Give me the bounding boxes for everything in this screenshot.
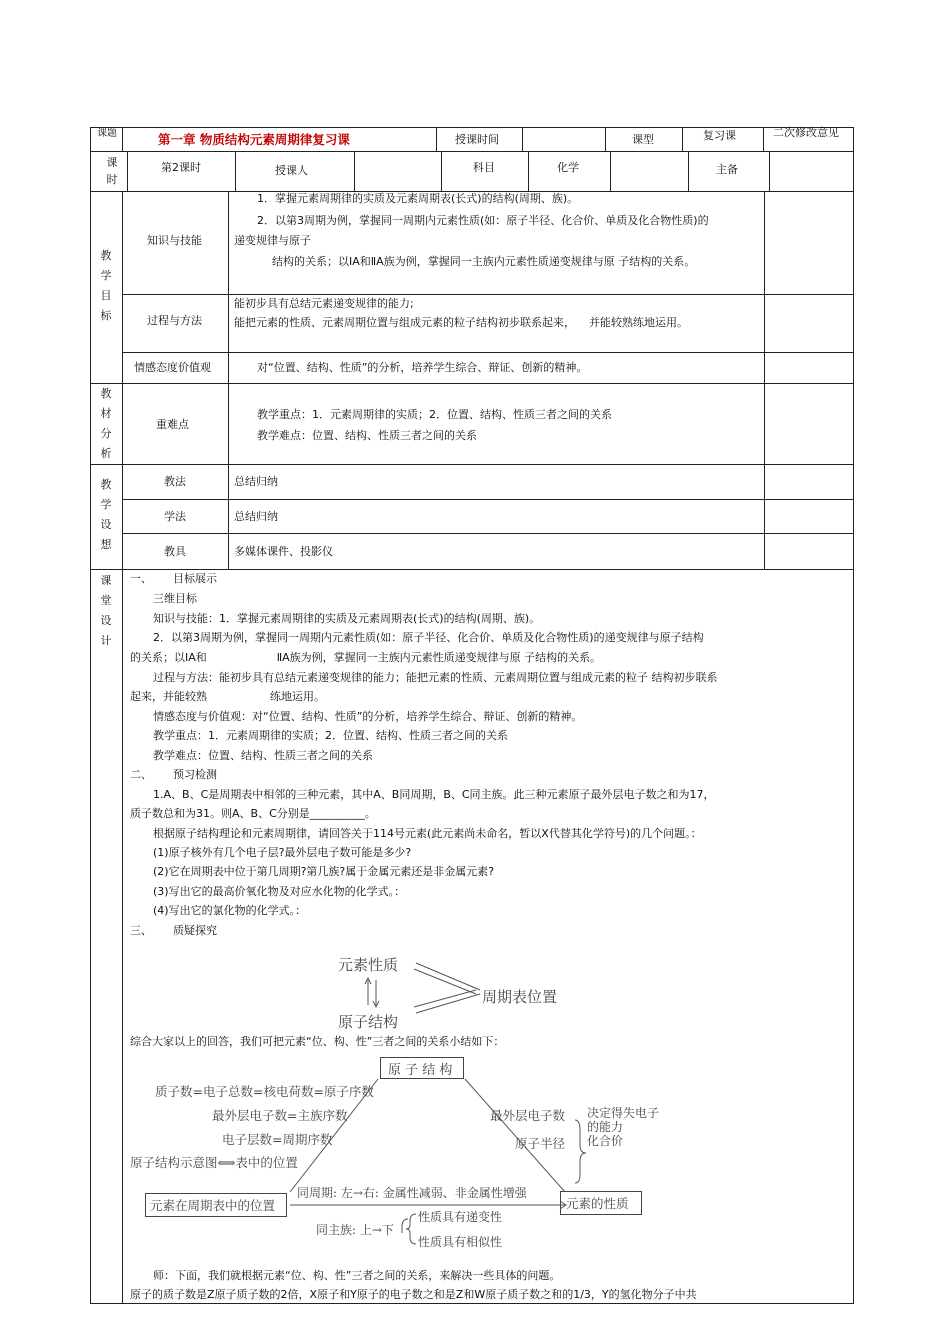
classroom-line: 起来，并能较熟 练地运用。 [130,690,325,703]
diagram-arrows [330,950,490,1030]
knowledge-label: 知识与技能 [147,234,202,247]
revision-label: 二次修改意见 [773,126,839,139]
teacher-label: 授课人 [275,164,308,177]
difficult-point-line: 教学难点：位置、结构、性质三者之间的关系 [257,429,477,442]
diagram-mid-4: 性质具有相似性 [418,1235,503,1249]
classroom-line: 根据原子结构理论和元素周期律，请回答关于114号元素(此元素尚未命名，暂以X代替其化学符号)的几个问题。： [153,827,702,840]
diagram-left-2: 最外层电子数=主族序数 [212,1108,348,1123]
diagram-mid-3: 性质具有递变性 [418,1210,503,1224]
topic-label: 课题 [97,128,117,139]
section-2-heading: 二、 预习检测 [130,768,217,781]
tools-value: 多媒体课件、投影仪 [234,545,333,558]
teacher-line: 师：下面，我们就根据元素“位、构、性”三者之间的关系，来解决一些具体的问题。 [153,1269,561,1282]
period-value: 第2课时 [161,161,201,174]
diagram-right-1: 最外层电子数 [490,1108,566,1123]
classroom-section-label: 课堂设计 [100,574,112,647]
question-1: (1)原子核外有几个电子层?最外层电子数可能是多少? [153,846,412,859]
knowledge-line-2: 2．以第3周期为例，掌握同一周期内元素性质(如：原子半径、化合价、单质及化合物性质)的 [257,214,709,227]
diagram-position-label: 周期表位置 [482,988,558,1006]
design-section-label: 教学设想 [100,478,112,551]
subject-label: 科目 [473,161,495,174]
diagram-right-4: 的能力 [587,1120,624,1134]
diagram-right-2: 原子半径 [515,1136,566,1151]
classroom-line: 三维目标 [153,592,197,605]
knowledge-line-4: 结构的关系；以ⅠA和ⅡA族为例，掌握同一主族内元素性质递变规律与原 子结构的关系。 [272,255,696,268]
question-4: (4)写出它的氯化物的化学式。： [153,904,307,917]
lesson-type-label: 课型 [632,133,654,146]
classroom-line: 情感态度与价值观：对“位置、结构、性质”的分析，培养学生综合、辩证、创新的精神。 [153,710,583,723]
classroom-line: 的关系；以ⅠA和 ⅡA族为例，掌握同一主族内元素性质递变规律与原 子结构的关系。 [130,651,602,664]
process-line-2: 能把元素的性质、元素周期位置与组成元素的粒子结构初步联系起来， 并能较熟练地运用。 [234,316,688,329]
diagram-top-box: 原 子 结 构 [388,1063,453,1078]
method-label: 教法 [164,475,186,488]
process-label: 过程与方法 [147,314,202,327]
analysis-section-label: 教材分析 [100,387,112,460]
period-label: 课时 [106,156,118,186]
classroom-line: 质子数总和为31。则A、B、C分别是__________。 [130,807,376,820]
diagram-mid-2: 同主族: 上→下 [316,1223,394,1237]
emotion-label: 情感态度价值观 [134,361,211,374]
section-3-heading: 三、 质疑探究 [130,924,217,937]
key-points-label: 重难点 [156,418,189,431]
diagram-property-label: 元素性质 [338,956,399,974]
classroom-line: 2．以第3周期为例，掌握同一周期内元素性质(如：原子半径、化合价、单质及化合物性质)的递变规律与原子结构 [153,631,704,644]
diagram-bottom-right-box: 元素的性质 [566,1196,629,1211]
lesson-type-value: 复习课 [703,129,736,142]
question-3: (3)写出它的最高价氧化物及对应水化物的化学式。： [153,885,406,898]
diagram-bottom-left-box: 元素在周期表中的位置 [150,1198,276,1213]
section-1-heading: 一、 目标展示 [130,572,217,585]
classroom-line: 1.A、B、C是周期表中相邻的三种元素，其中A、B同周期，B、C同主族。此三种元素原子最外层电子数之和为17， [153,788,715,801]
tools-label: 教具 [164,545,186,558]
last-line: 原子的质子数是Z原子质子数的2倍，X原子和Y原子的电子数之和是Z和W原子质子数之和的1/3，Y的氢化物分子中共 [130,1288,697,1301]
process-line-1: 能初步具有总结元素递变规律的能力; [234,297,414,310]
diagram-mid-1: 同周期: 左→右: 金属性减弱、非金属性增强 [297,1186,527,1200]
diagram-left-1: 质子数=电子总数=核电荷数=原子序数 [155,1084,374,1099]
method-value: 总结归纳 [234,475,278,488]
emotion-line-1: 对“位置、结构、性质”的分析，培养学生综合、辩证、创新的精神。 [257,361,588,374]
diagram-structure-label: 原子结构 [338,1013,399,1031]
summary-line: 综合大家以上的回答，我们可把元素“位、构、性”三者之间的关系小结如下： [130,1035,505,1048]
diagram-right-3: 决定得失电子 [587,1106,660,1120]
knowledge-line-3: 递变规律与原子 [234,234,311,247]
classroom-line: 过程与方法：能初步具有总结元素递变规律的能力；能把元素的性质、元素周期位置与组成元素的粒子 结构初步联系 [153,671,718,684]
lesson-time-label: 授课时间 [455,133,499,146]
question-2: (2)它在周期表中位于第几周期?第几族?属于金属元素还是非金属元素? [153,865,495,878]
page-title: 第一章 物质结构元素周期律复习课 [158,132,350,147]
key-point-line: 教学重点：1．元素周期律的实质；2．位置、结构、性质三者之间的关系 [257,408,612,421]
diagram-brace [404,1212,418,1246]
diagram-left-3: 电子层数=周期序数 [222,1132,333,1147]
study-label: 学法 [164,510,186,523]
knowledge-line-1: 1．掌握元素周期律的实质及元素周期表(长式)的结构(周期、族)。 [257,192,579,205]
goals-section-label: 教学目标 [100,249,112,322]
diagram-right-5: 化合价 [587,1134,624,1148]
subject-value: 化学 [557,161,579,174]
lead-label: 主备 [716,163,738,176]
diagram-left-4: 原子结构示意图⟺表中的位置 [130,1155,298,1170]
study-value: 总结归纳 [234,510,278,523]
classroom-line: 教学难点：位置、结构、性质三者之间的关系 [153,749,373,762]
classroom-line: 知识与技能：1．掌握元素周期律的实质及元素周期表(长式)的结构(周期、族)。 [153,612,541,625]
classroom-line: 教学重点：1．元素周期律的实质；2．位置、结构、性质三者之间的关系 [153,729,508,742]
